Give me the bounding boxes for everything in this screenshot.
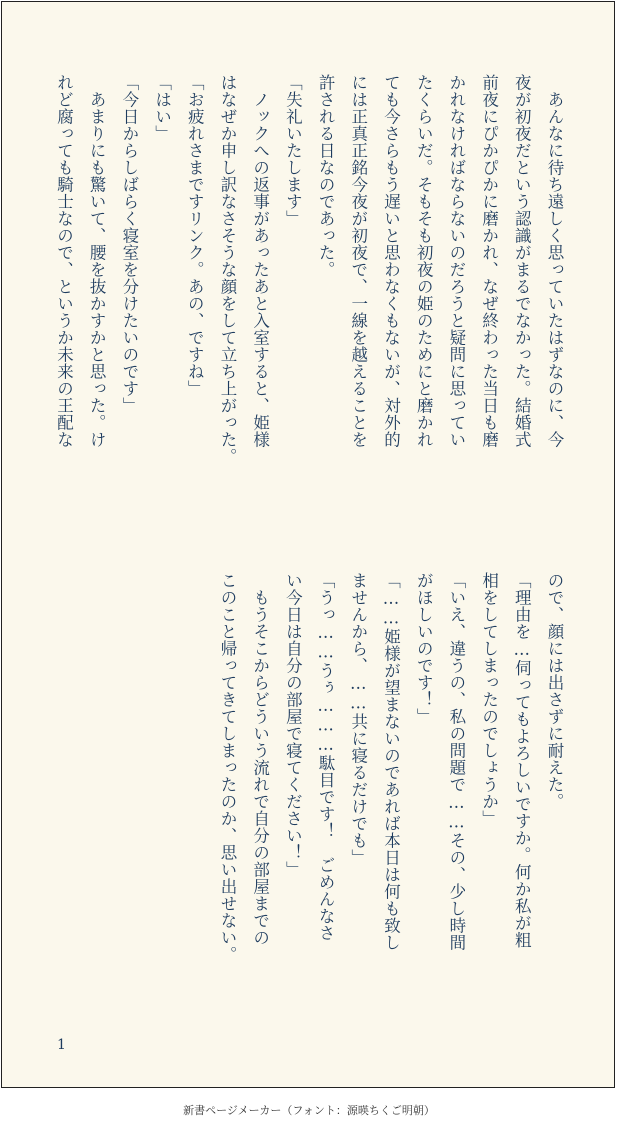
text-line: 許される日なのであった。 (316, 74, 336, 278)
text-line: たくらいだ。そもそも初夜の姫のためにと磨かれ (414, 74, 434, 448)
book-page (1, 1, 615, 1088)
text-line: 「お疲れさまですリンク。あの、ですね」 (185, 74, 205, 397)
text-line: 「失礼いたします」 (283, 74, 303, 227)
text-line: 「今日からしばらく寝室を分けたいのです」 (119, 74, 139, 414)
text-line: あんなに待ち遠しく思っていたはずなのに、今 (545, 74, 564, 448)
text-line: ノックへの返事があったあと入室すると、姫様 (250, 74, 270, 448)
text-line: はなぜか申し訳なさそうな顔をして立ち上がった。 (217, 74, 237, 465)
text-line: 前夜にぴかぴかに磨かれ、なぜ終わった当日も磨 (479, 74, 499, 448)
page-number: 1 (57, 1037, 66, 1053)
text-line: あまりにも驚いて、腰を抜かすかと思った。け (87, 74, 107, 448)
text-line: かれなければならないのだろうと疑問に思ってい (446, 74, 466, 448)
font-caption: 新書ページメーカー（フォント：源暎ちくご明朝） (183, 1104, 435, 1117)
text-line: ので、顔には出さずに耐えた。 (545, 572, 564, 810)
text-line: 「いえ、違うの、私の問題で……その、少し時間 (446, 572, 466, 951)
text-line: ませんから、……共に寝るだけでも」 (348, 572, 368, 866)
text-line: ても今さらもう遅いと思わなくもないが、対外的 (381, 74, 401, 448)
text-line: がほしいのです！」 (414, 572, 434, 725)
text-line: 「……姫様が望まないのであれば本日は何も致し (381, 572, 401, 951)
text-line: れど腐っても騎士なので、というか未来の王配な (54, 74, 74, 448)
text-block-top (47, 74, 570, 534)
text-line: このこと帰ってきてしまったのか、思い出せない。 (217, 572, 237, 963)
text-line: 「うっ……うぅ………駄目です！ ごめんなさ (316, 572, 336, 942)
text-line: には正真正銘今夜が初夜で、一線を越えることを (348, 74, 368, 448)
text-line: 夜が初夜だという認識がまるでなかった。結婚式 (512, 74, 532, 448)
text-line: い今日は自分の部屋で寝てください！」 (283, 572, 303, 878)
text-line: 「はい」 (152, 74, 172, 142)
text-line: もうそこからどういう流れで自分の部屋までの (250, 572, 270, 946)
text-line: 相をしてしまったのでしょうか」 (479, 572, 499, 827)
text-block-bottom (210, 572, 570, 1032)
text-line: 「理由を…伺ってもよろしいですか。何か私が粗 (512, 572, 532, 949)
